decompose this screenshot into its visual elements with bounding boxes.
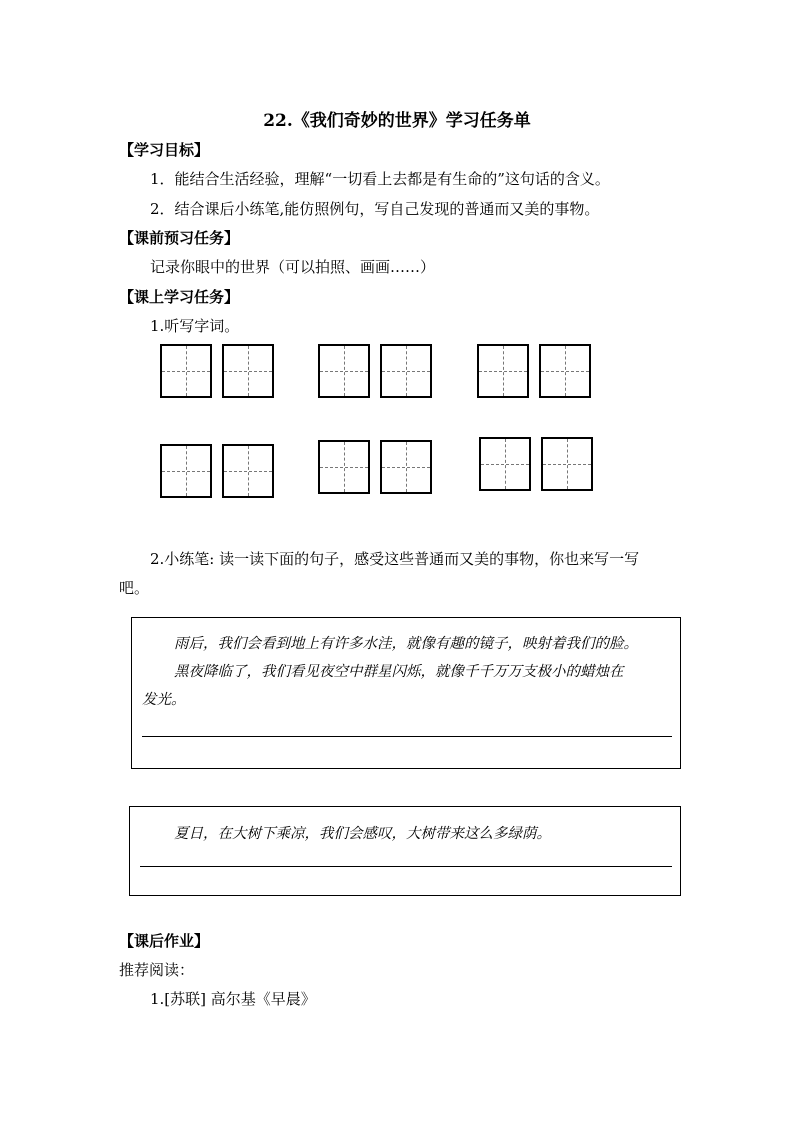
writing-line[interactable]	[142, 736, 672, 737]
example-2-sentence-1: 夏日，在大树下乘凉，我们会感叹，大树带来这么多绿荫。	[174, 826, 551, 842]
reading-item-1: 1.[苏联] 高尔基《早晨》	[150, 990, 316, 1008]
objectives-heading: 【学习目标】	[119, 141, 210, 159]
writing-grid-box[interactable]	[479, 437, 531, 491]
homework-heading: 【课后作业】	[119, 932, 210, 950]
dictation-label: 1.听写字词。	[150, 317, 240, 335]
preview-heading: 【课前预习任务】	[119, 229, 240, 247]
writing-grid-box[interactable]	[222, 344, 274, 398]
example-box-2	[129, 806, 681, 896]
writing-grid-box[interactable]	[539, 344, 591, 398]
example-box-1	[131, 617, 681, 769]
reading-label: 推荐阅读：	[119, 961, 195, 979]
practice-instruction: 2.小练笔: 读一读下面的句子，感受这些普通而又美的事物，你也来写一写	[150, 550, 640, 568]
writing-line[interactable]	[140, 866, 672, 867]
writing-grid-box[interactable]	[541, 437, 593, 491]
writing-grid-box[interactable]	[318, 440, 370, 494]
writing-grid-box[interactable]	[222, 444, 274, 498]
objective-item-1: 1．能结合生活经验，理解“一切看上去都是有生命的”这句话的含义。	[150, 170, 610, 188]
preview-text: 记录你眼中的世界（可以拍照、画画……）	[150, 258, 436, 276]
writing-grid-box[interactable]	[380, 440, 432, 494]
objective-item-2: 2．结合课后小练笔,能仿照例句，写自己发现的普通而又美的事物。	[150, 200, 600, 218]
classwork-heading: 【课上学习任务】	[119, 288, 240, 306]
page-title: 22.《我们奇妙的世界》学习任务单	[263, 111, 531, 131]
example-1-sentence-2-cont: 发光。	[142, 692, 186, 708]
writing-grid-box[interactable]	[160, 344, 212, 398]
writing-grid-box[interactable]	[477, 344, 529, 398]
writing-grid-box[interactable]	[380, 344, 432, 398]
writing-grid-box[interactable]	[318, 344, 370, 398]
example-1-sentence-1: 雨后，我们会看到地上有许多水洼，就像有趣的镜子，映射着我们的脸。	[174, 636, 638, 652]
example-1-sentence-2: 黑夜降临了，我们看见夜空中群星闪烁，就像千千万万支极小的蜡烛在	[174, 664, 624, 680]
practice-instruction-cont: 吧。	[119, 579, 150, 597]
writing-grid-box[interactable]	[160, 444, 212, 498]
